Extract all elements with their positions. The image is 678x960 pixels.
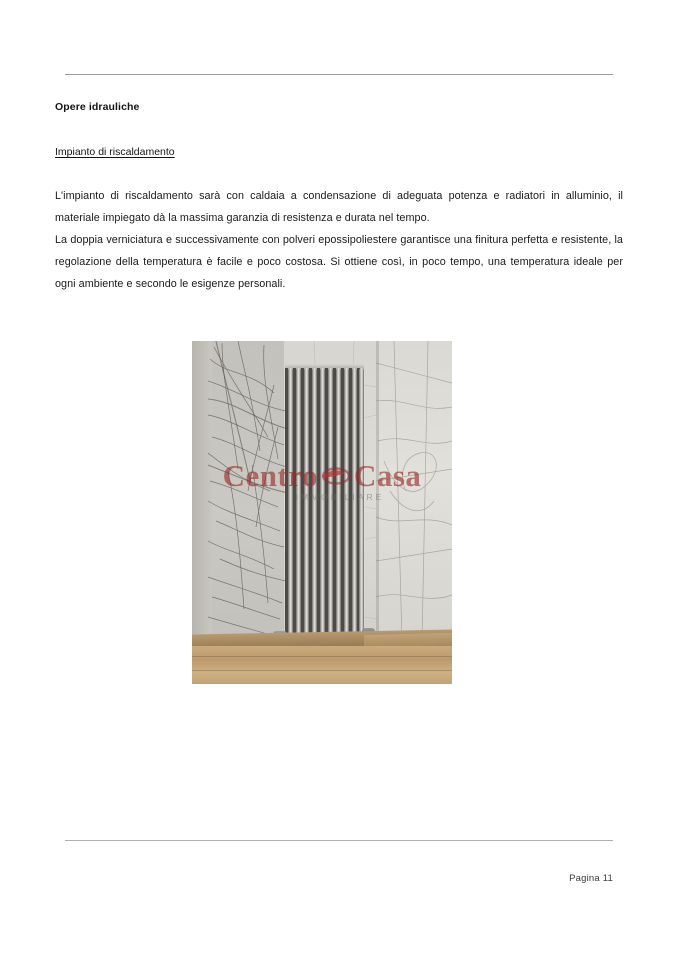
wall-branch-texture [208, 341, 288, 651]
watermark-word-one: Centro [222, 458, 318, 493]
page-number: Pagina 11 [569, 873, 613, 884]
watermark-word-two: Casa [353, 458, 422, 493]
photo-canvas [192, 341, 452, 684]
paragraph: La doppia verniciatura e successivamente con polveri epossipoliestere garantisce una finitura perfetta e resistente, la regolazione della temperatura è facile e poco costosa. Si ottiene così, in poco tempo, una temperatura ideale per ogni ambiente e secondo le esigenze personali. [55, 234, 623, 290]
document-content [55, 100, 623, 295]
section-heading: Opere idrauliche [55, 101, 140, 113]
radiator-photo [192, 341, 452, 684]
header-rule [65, 74, 613, 75]
footer-rule [65, 840, 613, 841]
wood-floor [192, 646, 452, 684]
subsection-heading: Impianto di riscaldamento [55, 146, 175, 158]
watermark-subtitle: IMMOBILIARE [295, 492, 385, 502]
radiator-unit [285, 368, 364, 638]
body-text-block [55, 159, 623, 295]
wall-crack-texture [376, 341, 452, 641]
radiator-tube [359, 368, 364, 638]
paragraph: L'impianto di riscaldamento sarà con caldaia a condensazione di adeguata potenza e radiatori in alluminio, il materiale impiegato dà la massima garanzia di resistenza e durata nel tempo. [55, 190, 623, 224]
